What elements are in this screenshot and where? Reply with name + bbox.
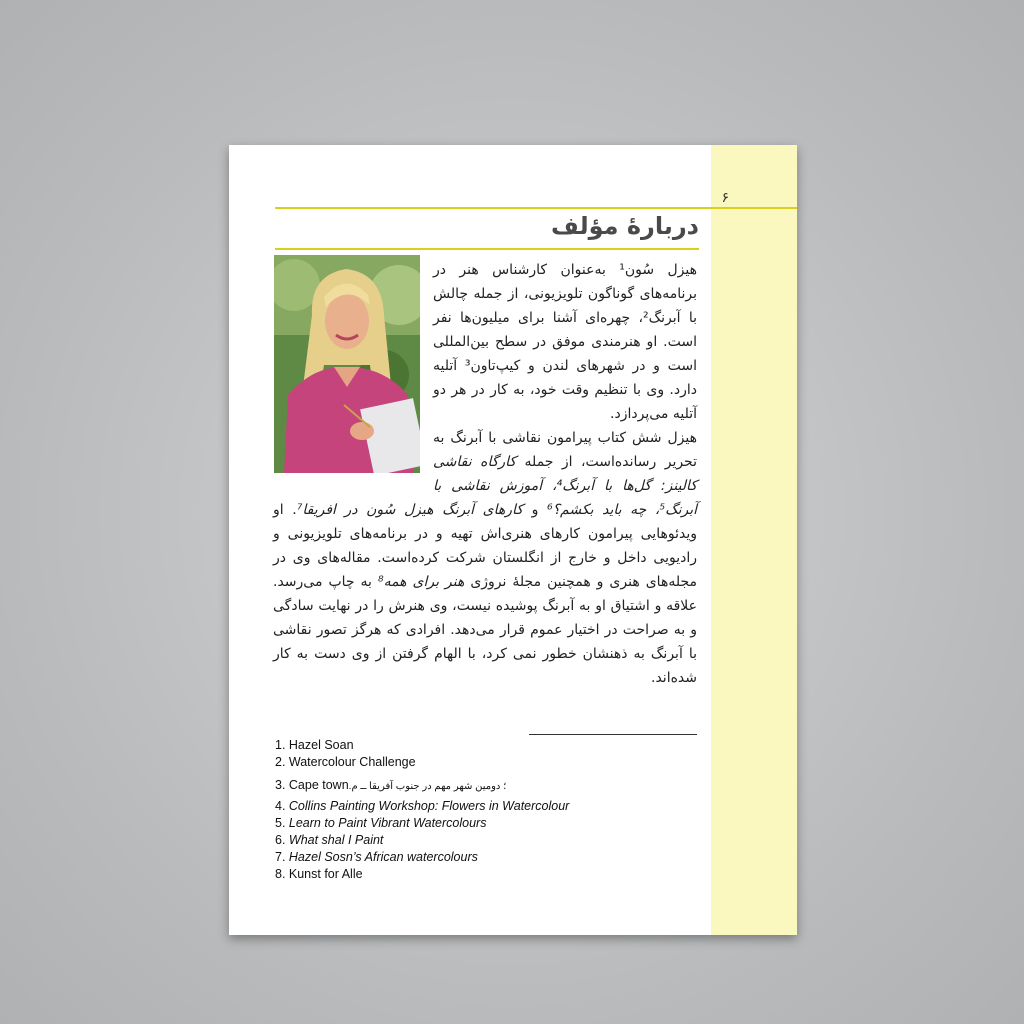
footnote-divider (529, 734, 697, 735)
header-rule (275, 207, 797, 209)
bio-paragraph-2: هیزل شش کتاب پیرامون نقاشی با آبرنگ به تحریر رسانده‌است، از جمله کارگاه نقاشی کالینز: گل‌ها با آبرنگ⁴، آموزش نقاشی با آبرنگ⁵، چه باید بکشم؟⁶ و کارهای آبرنگ هیزل سُون در افریقا⁷. او ویدئوهایی پیرامون کارهای هنری‌اش تهیه و در برنامه‌های تلویزیونی و رادیویی داخل و خارج از انگلستان شرکت کرده‌است. مقاله‌های وی در مجله‌های هنری و همچنین مجلهٔ نروژی هنر برای همه⁸ به چاپ می‌رسد. علاقه و اشتیاق او به آبرنگ پوشیده نیست، وی هنرش را در نهایت سادگی و به صراحت در اختیار عموم قرار می‌دهد. افرادی که هرگز تصور نقاشی با آبرنگ به ذهنشان خطور نمی کرد، با الهام گرفتن از وی دست به کار شده‌اند. (273, 430, 697, 686)
footnote-7: 7. Hazel Sosn’s African watercolours (275, 850, 478, 864)
footnote-1: 1. Hazel Soan (275, 738, 354, 752)
margin-strip (711, 145, 797, 935)
bio-paragraph-1: هیزل سُون¹ به‌عنوان کارشناس هنر در برنامه‌های گوناگون تلویزیونی، از جمله چالش با آبرنگ²، چهره‌ای آشنا برای میلیون‌ها نفر است. او هنرمندی موفق در سطح بین‌المللی است و در شهرهای لندن و کیپ‌تاون³ آتلیه دارد. وی با تنظیم وقت خود، به کار در هر دو آتلیه می‌پردازد. (433, 262, 698, 422)
footnote-8: 8. Kunst for Alle (275, 867, 363, 881)
footnote-3: 3. Cape town؛ دومین شهر مهم در جنوب آفریقا ــ م. (275, 778, 507, 792)
magazine-title: هنر برای همه⁸ (377, 574, 465, 590)
title-rule (275, 248, 699, 250)
book-titles: کارگاه نقاشی کالینز: گل‌ها با آبرنگ⁴، آموزش نقاشی با آبرنگ⁵، چه باید بکشم؟⁶ (433, 454, 697, 518)
book-page (229, 145, 797, 935)
author-bio (273, 258, 697, 690)
footnote-4: 4. Collins Painting Workshop: Flowers in Watercolour (275, 799, 570, 813)
footnotes (275, 737, 705, 883)
footnote-5: 5. Learn to Paint Vibrant Watercolours (275, 816, 487, 830)
footnote-6: 6. What shal I Paint (275, 833, 384, 847)
book-title-africa: کارهای آبرنگ هیزل سُون در افریقا⁷ (296, 502, 523, 518)
page-number: ۶ (721, 190, 729, 206)
footnote-2: 2. Watercolour Challenge (275, 755, 416, 769)
chapter-title: دربارهٔ مؤلف (551, 212, 699, 240)
